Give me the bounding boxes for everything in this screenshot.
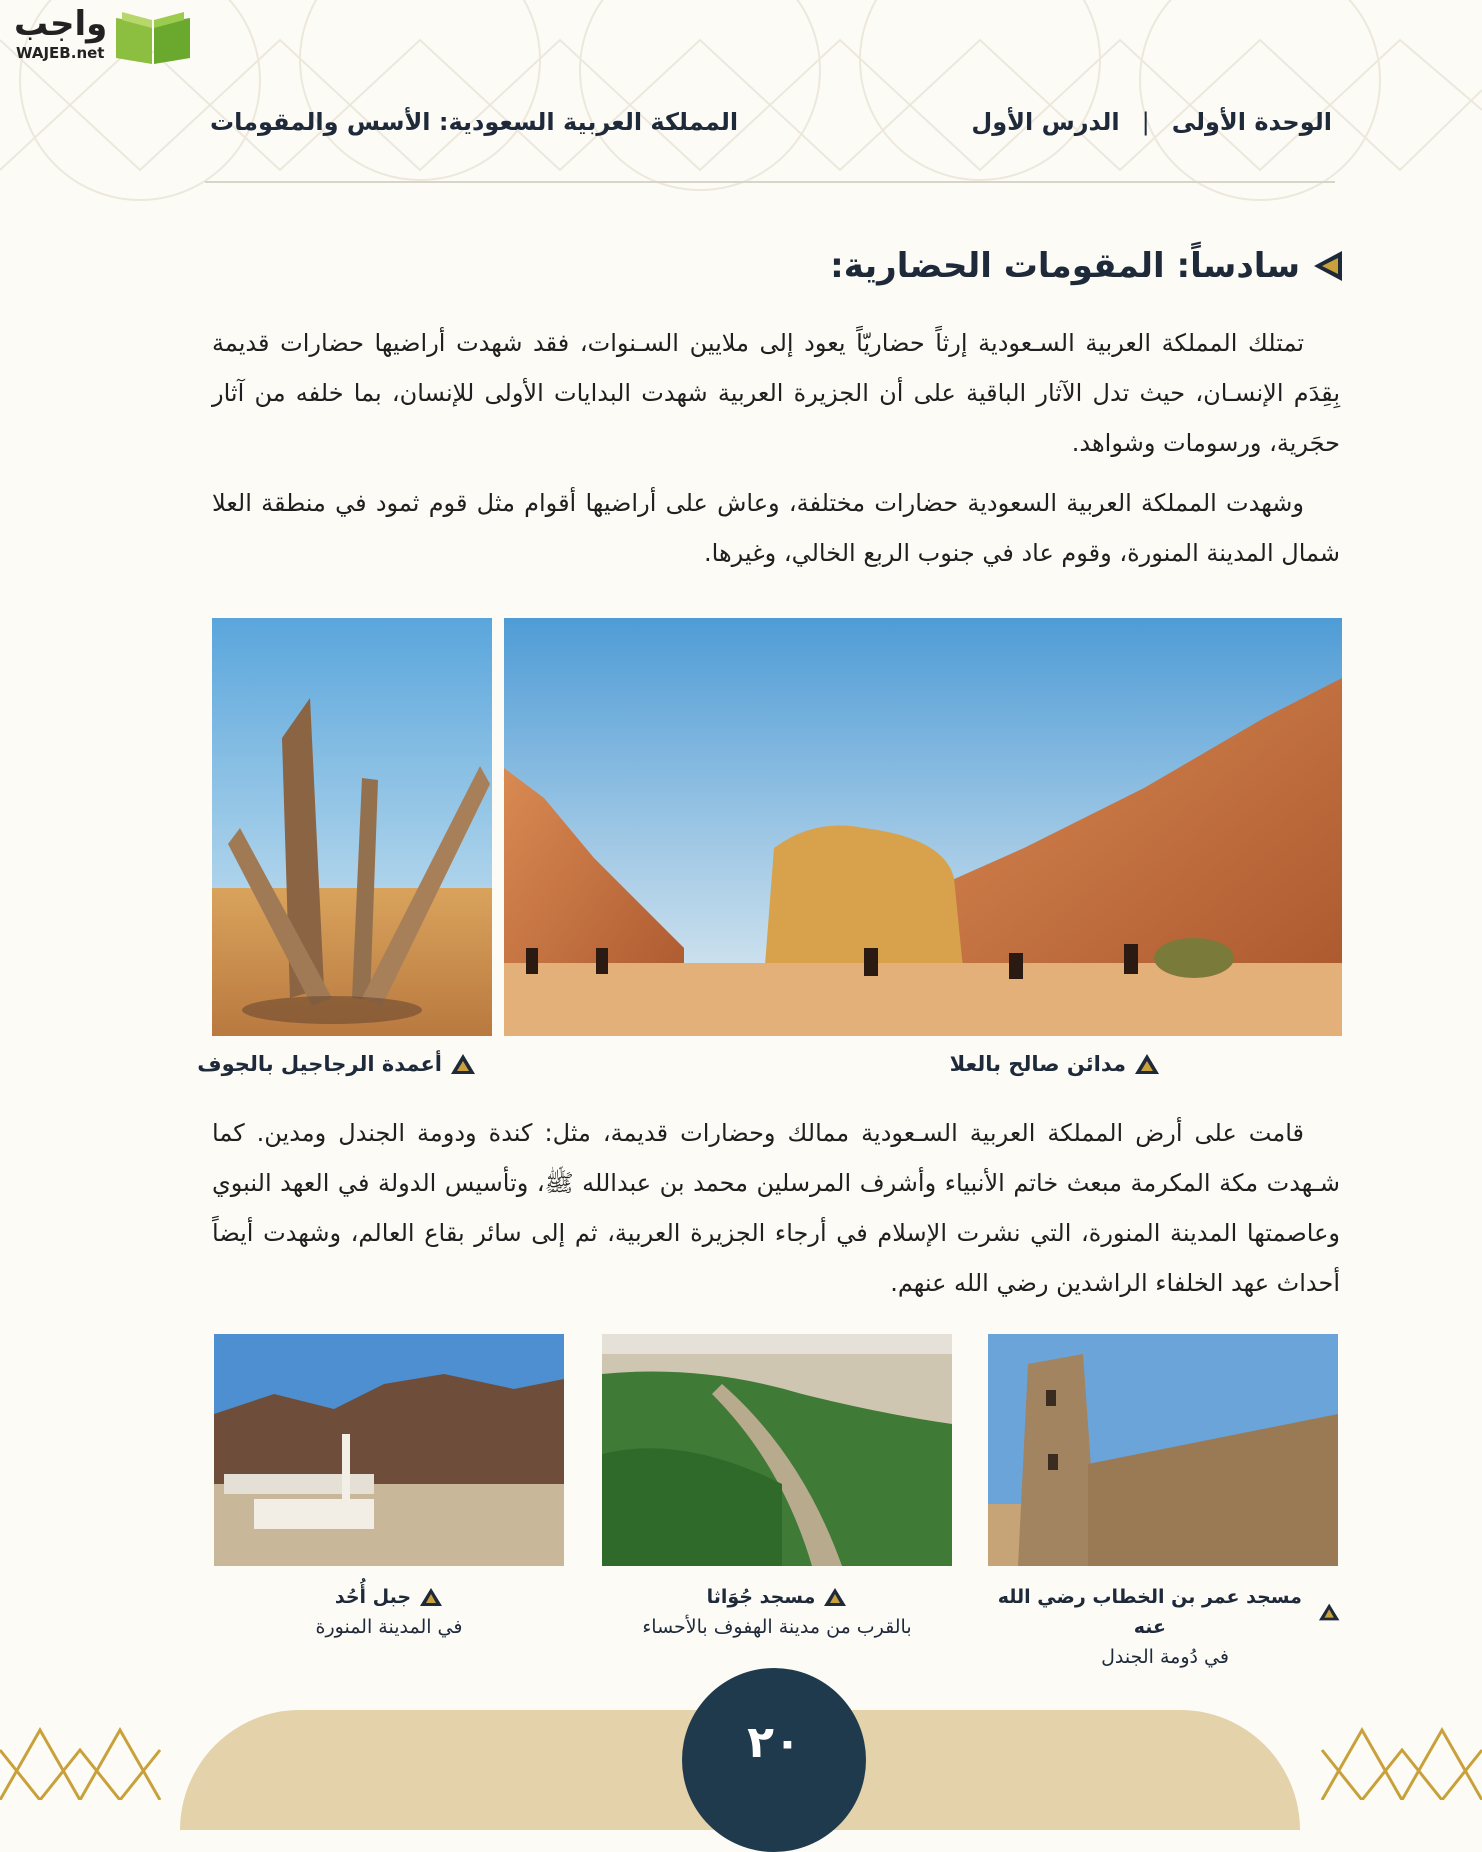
header-unit: الوحدة الأولى: [1171, 108, 1332, 136]
header-separator: |: [1141, 108, 1150, 136]
triangle-caption-icon: [1134, 1053, 1160, 1075]
section-heading: [830, 246, 1344, 286]
paragraph-heritage: [212, 318, 1340, 468]
book-icon: [112, 8, 194, 66]
wajeb-logo[interactable]: [8, 4, 192, 70]
triangle-caption-icon: [419, 1587, 443, 1607]
paragraph-kingdoms-text: قامت على أرض المملكة العربية السـعودية ممالك وحضارات قديمة، مثل: كندة ودومة الجندل ومدين. كما شـهدت مكة المكرمة مبعث خاتم الأنبياء وأشرف المرسلين محمد بن عبدالله ﷺ، وتأسيس الدولة في العهد النبوي وعاصمتها المدينة المنورة، التي نشرت الإسلام في أرجاء الجزيرة العربية، ثم إلى سائر بقاع العالم، وشهدت أيضاً أحداث عهد الخلفاء الراشدين رضي الله عنهم.: [212, 1119, 1340, 1297]
header-unit-lesson: [971, 108, 1332, 136]
caption-jawatha-line1: مسجد جُوَاثا: [706, 1586, 816, 1608]
header-divider: [205, 181, 1335, 183]
triangle-caption-icon: [1318, 1602, 1340, 1622]
corner-ornament-right: [1292, 1690, 1482, 1800]
page-header: [210, 108, 1332, 152]
caption-madain-saleh-text: مدائن صالح بالعلا: [949, 1052, 1126, 1076]
caption-omar-line1: مسجد عمر بن الخطاب رضي الله عنه: [997, 1586, 1302, 1638]
logo-text: واجب: [14, 4, 108, 44]
caption-rajajil: [197, 1052, 476, 1076]
caption-madain-saleh: [950, 1052, 1160, 1076]
jawatha-photo: [602, 1334, 952, 1566]
paragraph-kingdoms: [212, 1108, 1340, 1308]
uhud-photo: [214, 1334, 564, 1566]
triangle-bullet-icon: [1312, 249, 1344, 283]
caption-uhud-line2: في المدينة المنورة: [315, 1616, 463, 1638]
caption-jawatha: [602, 1582, 952, 1642]
caption-uhud: [214, 1582, 564, 1642]
omar-mosque-photo: [988, 1334, 1338, 1566]
page-number: ٢٠: [682, 1668, 866, 1852]
caption-jawatha-line2: بالقرب من مدينة الهفوف بالأحساء: [642, 1616, 912, 1638]
section-title: سادساً: المقومات الحضارية:: [830, 246, 1300, 286]
header-topic: المملكة العربية السعودية: الأسس والمقومات: [210, 108, 739, 136]
rajajil-photo: [212, 618, 492, 1036]
header-lesson: الدرس الأول: [971, 108, 1120, 136]
paragraph-civilizations: [212, 478, 1340, 578]
triangle-caption-icon: [450, 1053, 476, 1075]
caption-omar-line2: في دُومة الجندل: [1101, 1646, 1229, 1668]
paragraph-civilizations-text: وشهدت المملكة العربية السعودية حضارات مختلفة، وعاش على أراضيها أقوام مثل قوم ثمود في منطقة العلا شمال المدينة المنورة، وقوم عاد في جنوب الربع الخالي، وغيرها.: [212, 489, 1340, 567]
paragraph-heritage-text: تمتلك المملكة العربية السـعودية إرثاً حضاريّاً يعود إلى ملايين السـنوات، فقد شهدت أراضيها حضارات قديمة بِقِدَم الإنسـان، حيث تدل الآثار الباقية على أن الجزيرة العربية شهدت البدايات الأولى للإنسان، بما خلفه من آثار حجَرية، ورسومات وشواهد.: [212, 329, 1340, 457]
caption-rajajil-text: أعمدة الرجاجيل بالجوف: [197, 1052, 442, 1076]
corner-ornament-left: [0, 1690, 190, 1800]
caption-uhud-line1: جبل أُحُد: [334, 1586, 412, 1608]
madain-saleh-photo: [504, 618, 1342, 1036]
logo-subtext: WAJEB.net: [16, 44, 105, 62]
triangle-caption-icon: [823, 1587, 847, 1607]
caption-omar-mosque: [990, 1582, 1340, 1672]
